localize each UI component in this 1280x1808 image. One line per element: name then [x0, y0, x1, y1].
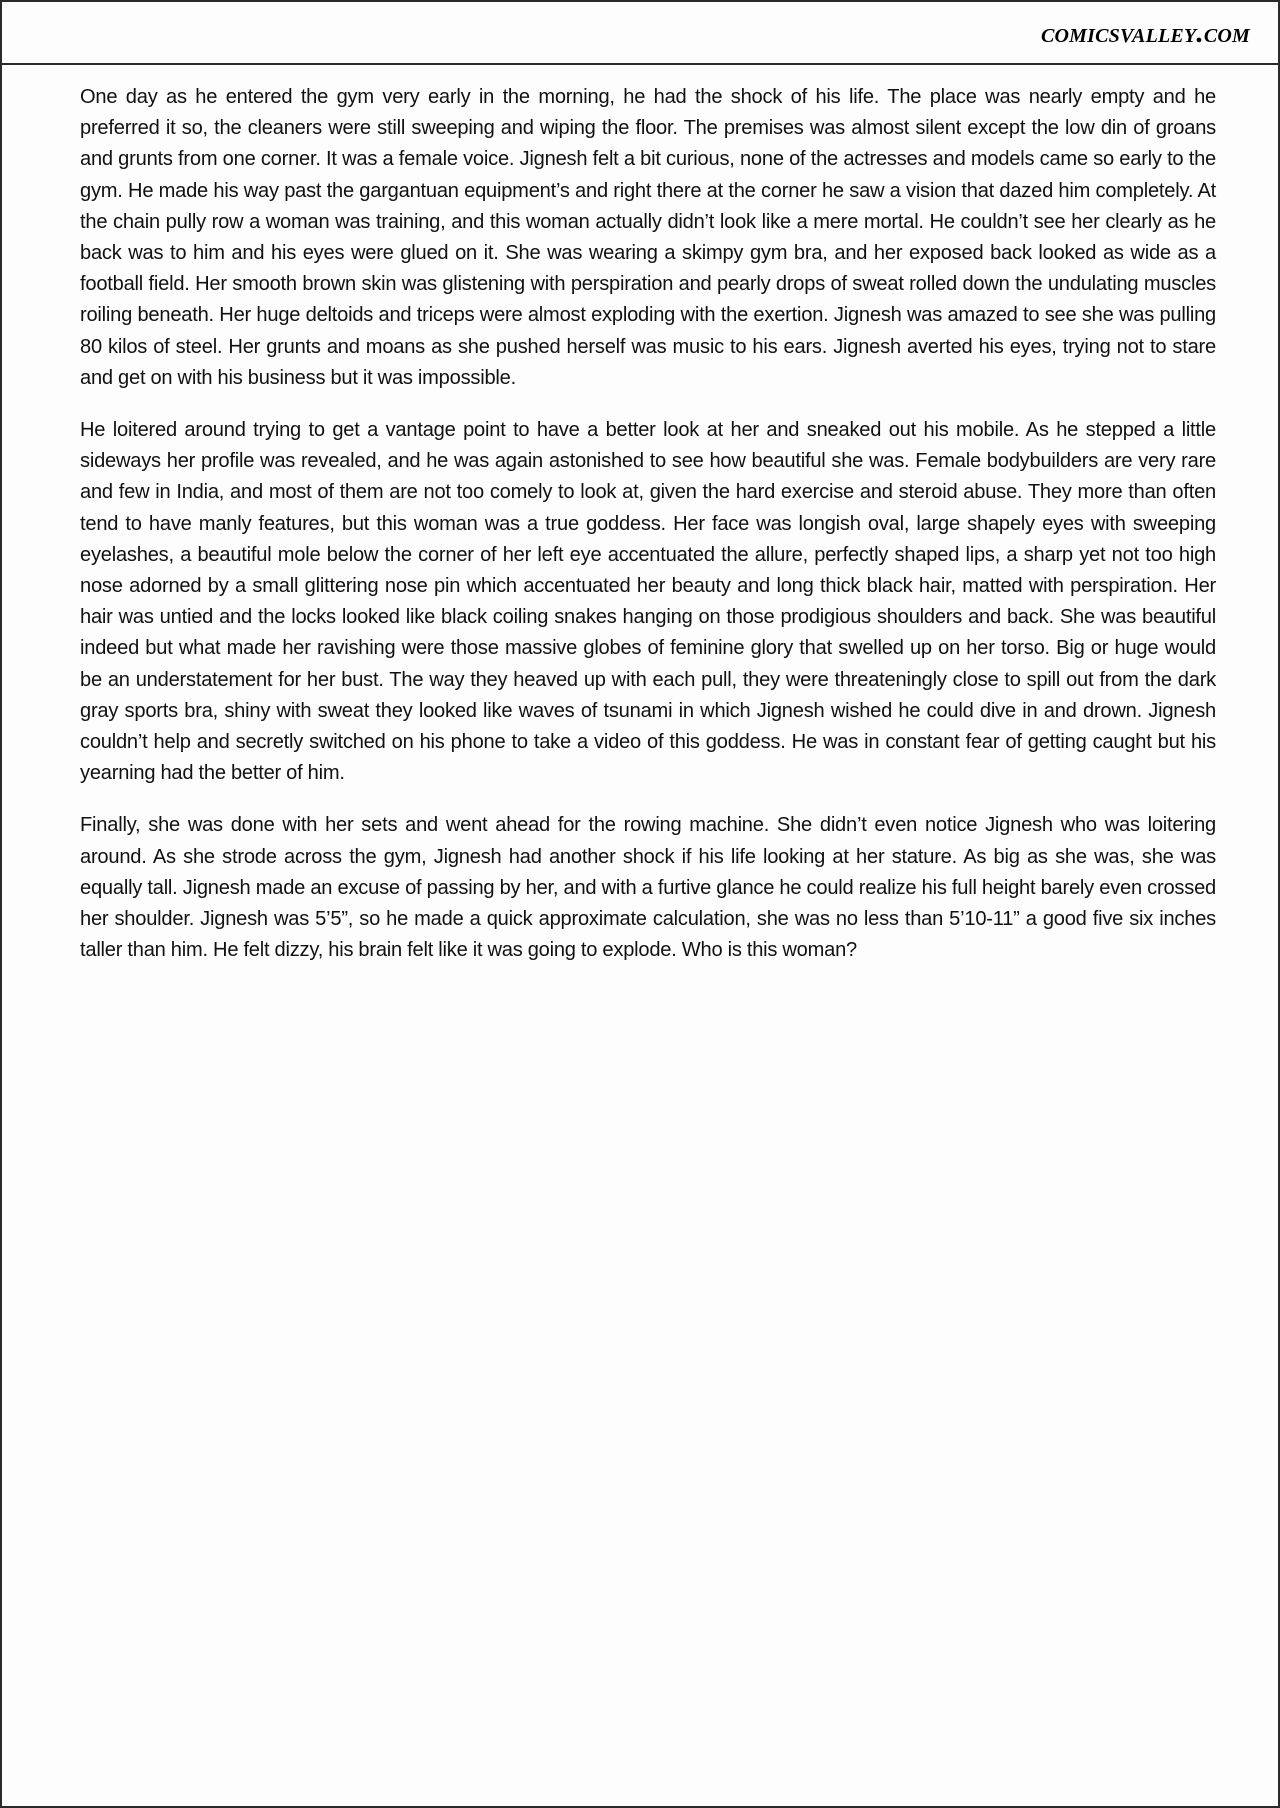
body-paragraph: Finally, she was done with her sets and went ahead for the rowing machine. She didn’t even notice Jignesh who was loitering around. As she strode across the gym, Jignesh had another shock if his life looking at her stature. As big as she was, she was equally tall. Jignesh made an excuse of passing by her, and with a furtive glance he could realize his full height barely even crossed her shoulder. Jignesh was 5’5”, so he made a quick approximate calculation, she was no less than 5’10-11” a good five six inches taller than him. He felt dizzy, his brain felt like it was going to explode. Who is this woman?: [80, 814, 1216, 962]
site-watermark: comicsvalley.com: [1040, 16, 1250, 49]
body-paragraph: One day as he entered the gym very early in the morning, he had the shock of his life. The place was nearly empty and he preferred it so, the cleaners were still sweeping and wiping the floor. The premises was almost silent except the low din of groans and grunts from one corner. It was a female voice. Jignesh felt a bit curious, none of the actresses and models came so early to the gym. He made his way past the gargantuan equipment’s and right there at the corner he saw a vision that dazed him completely. At the chain pully row a woman was training, and this woman actually didn’t look like a mere mortal. He couldn’t see her clearly as he back was to him and his eyes were glued on it. She was wearing a skimpy gym bra, and her exposed back looked as wide as a football field. Her smooth brown skin was glistening with perspiration and pearly drops of sweat rolled down the undulating muscles roiling beneath. Her huge deltoids and triceps were almost exploding with the exertion. Jignesh was amazed to see she was pulling 80 kilos of steel. Her grunts and moans as she pushed herself was music to his ears. Jignesh averted his eyes, trying not to stare and get on with his business but it was impossible.: [80, 86, 1216, 389]
document-body: [2, 64, 1278, 1806]
body-paragraph: He loitered around trying to get a vantage point to have a better look at her and sneaked out his mobile. As he stepped a little sideways her profile was revealed, and he was again astonished to see how beautiful she was. Female bodybuilders are very rare and few in India, and most of them are not too comely to look at, given the hard exercise and steroid abuse. They more than often tend to have manly features, but this woman was a true goddess. Her face was longish oval, large shapely eyes with sweeping eyelashes, a beautiful mole below the corner of her left eye accentuated the allure, perfectly shaped lips, a sharp yet not too high nose adorned by a small glittering nose pin which accentuated her beauty and long thick black hair, matted with perspiration. Her hair was untied and the locks looked like black coiling snakes hanging on those prodigious shoulders and back. She was beautiful indeed but what made her ravishing were those massive globes of feminine glory that swelled up on her torso. Big or huge would be an understatement for her bust. The way they heaved up with each pull, they were threateningly close to spill out from the dark gray sports bra, shiny with sweat they looked like waves of tsunami in which Jignesh wished he could dive in and drown. Jignesh couldn’t help and secretly switched on his phone to take a video of this goddess. He was in constant fear of getting caught but his yearning had the better of him.: [80, 419, 1216, 785]
page-header: [2, 2, 1278, 64]
page-surface: [2, 2, 1278, 1806]
